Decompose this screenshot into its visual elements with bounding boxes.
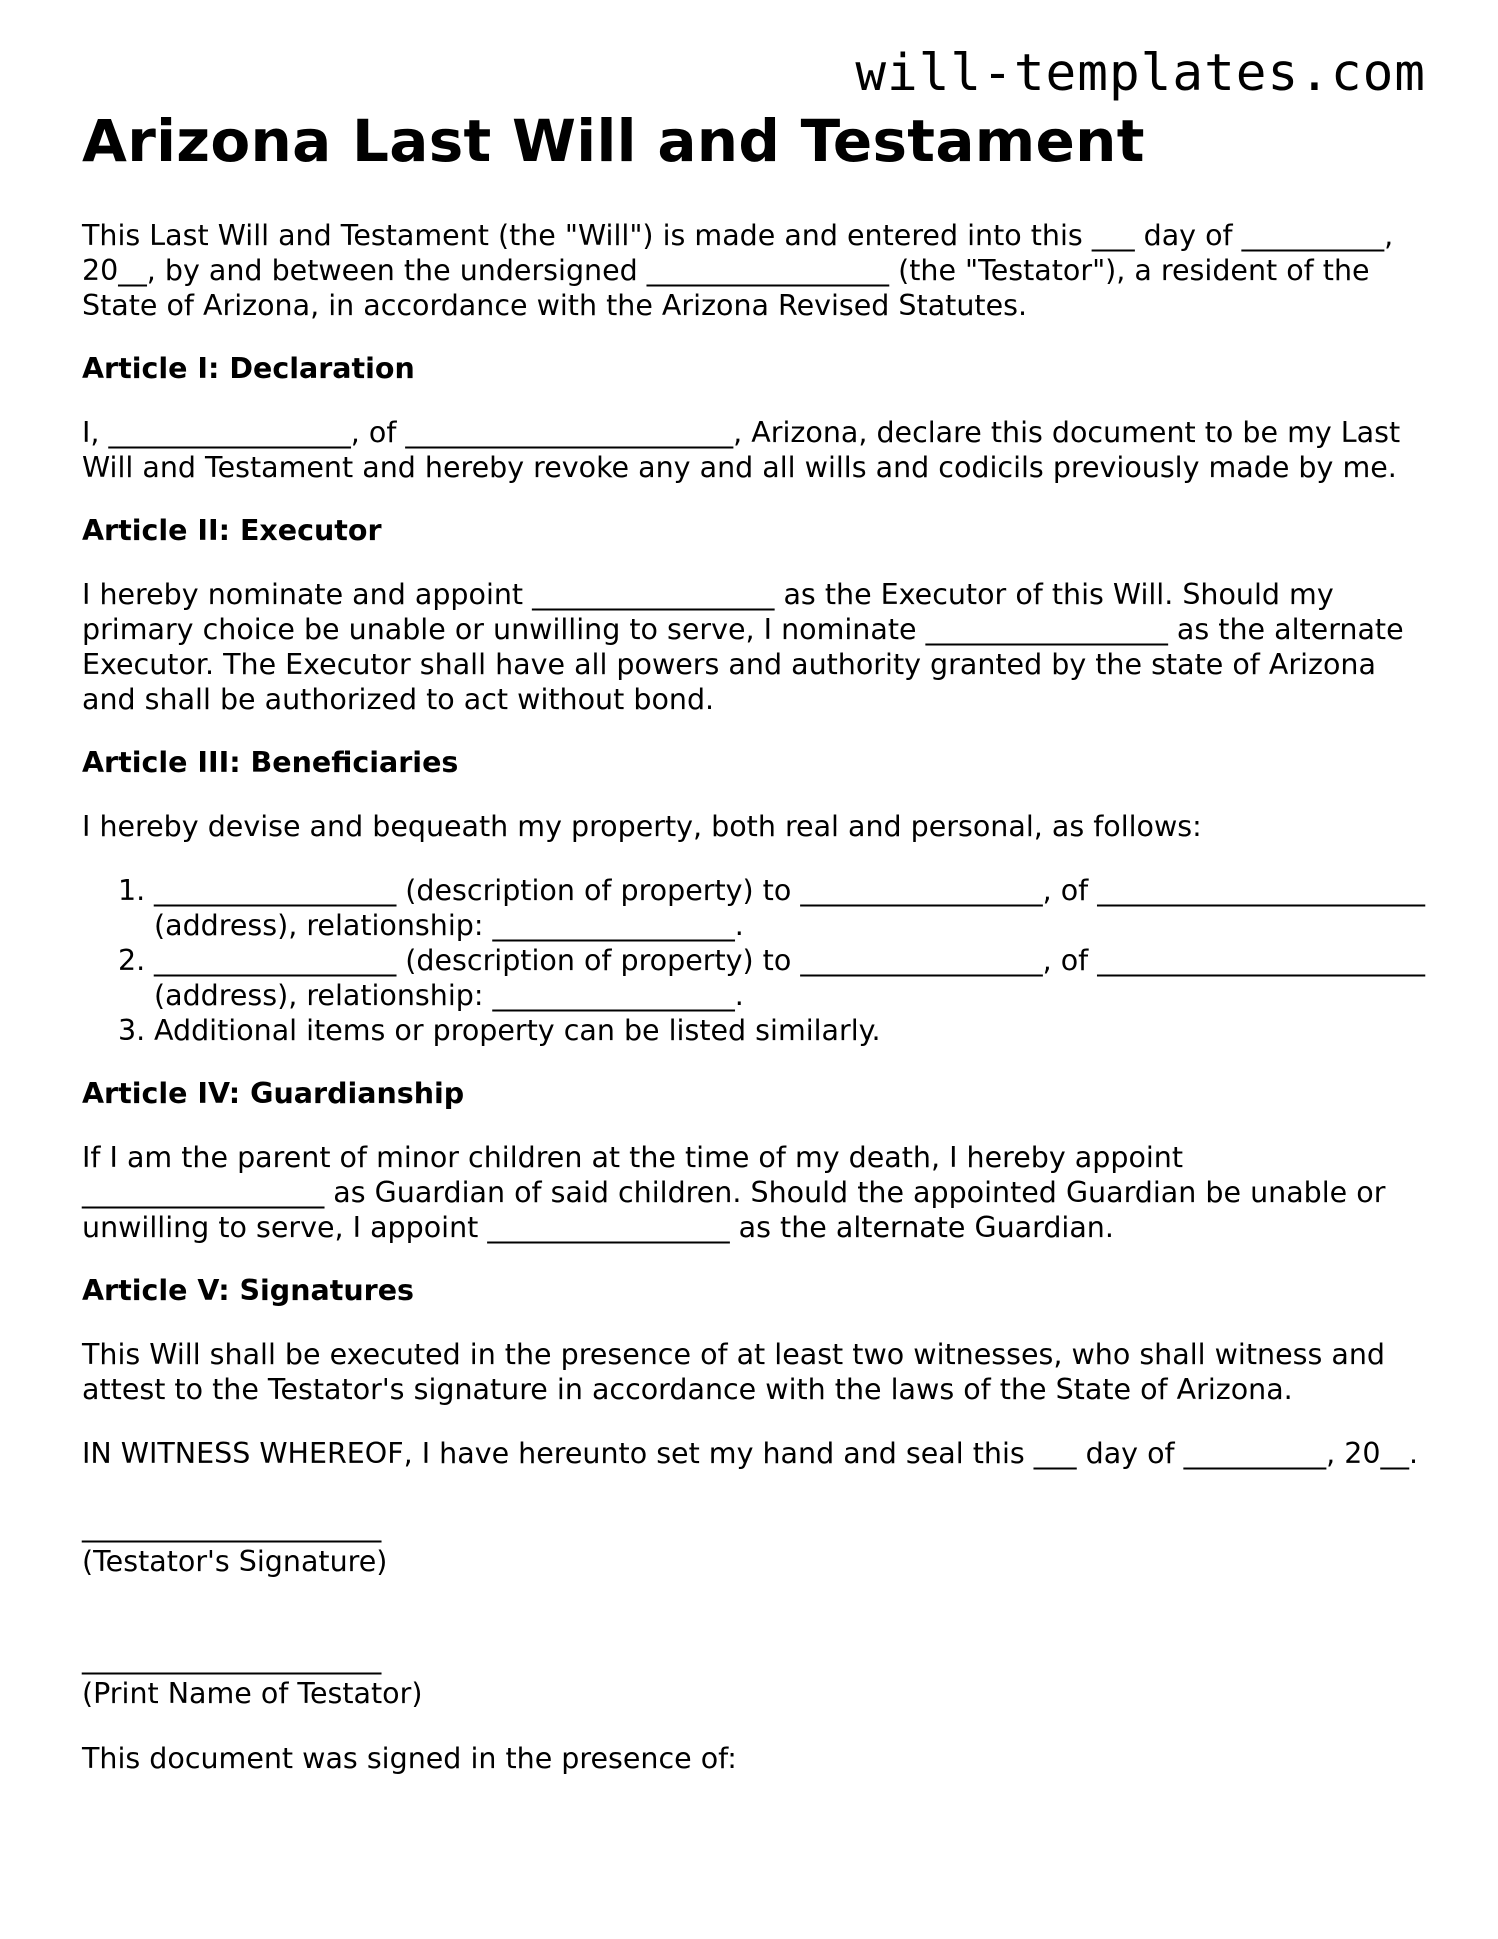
witness-whereof-paragraph: IN WITNESS WHEREOF, I have hereunto set my hand and seal this ___ day of __________, 20__. xyxy=(82,1437,1419,1470)
article-heading: Article V: Signatures xyxy=(82,1274,414,1307)
article-body: I, _________________, of _______________________, Arizona, declare this document to be my Last Will and Testament and hereby revoke any and all wills and codicils previously made by me. xyxy=(82,416,1401,484)
list-item xyxy=(82,1013,1432,1048)
watermark-text: will-templates.com xyxy=(855,44,1426,103)
list-item xyxy=(82,873,1432,943)
article-beneficiaries xyxy=(82,745,1432,1048)
beneficiary-list xyxy=(82,873,1432,1048)
list-item-number: 3. xyxy=(118,1014,146,1047)
testator-signature-block xyxy=(82,1509,1432,1579)
print-name-label: (Print Name of Testator) xyxy=(82,1677,423,1710)
article-body: If I am the parent of minor children at the time of my death, I hereby appoint _________________ as Guardian of said children. Should the appointed Guardian be unable or unwilling to serve, I appoint _________________ as the alternate Guardian. xyxy=(82,1141,1386,1244)
will-document xyxy=(82,106,1432,1776)
article-body: This Will shall be executed in the presence of at least two witnesses, who shall witness and attest to the Testator's signature in accordance with the laws of the State of Arizona. xyxy=(82,1338,1385,1406)
signature-line[interactable]: _____________________ xyxy=(82,1510,382,1543)
article-heading: Article II: Executor xyxy=(82,514,382,547)
article-guardianship xyxy=(82,1076,1432,1245)
article-heading: Article IV: Guardianship xyxy=(82,1077,465,1110)
list-item-text: _________________ (description of property) to _________________, of _______________________ (address), relationship: _________________. xyxy=(154,944,1425,1012)
article-declaration xyxy=(82,351,1432,485)
article-heading: Article III: Beneficiaries xyxy=(82,746,459,779)
intro-paragraph: This Last Will and Testament (the "Will") is made and entered into this ___ day of __________, 20__, by and between the undersigned _________________ (the "Testator"), a resident of the State of Arizona, in accordance with the Arizona Revised Statutes. xyxy=(82,219,1394,322)
article-body: I hereby devise and bequeath my property, both real and personal, as follows: xyxy=(82,810,1202,843)
document-title: Arizona Last Will and Testament xyxy=(82,107,1145,175)
signature-label: (Testator's Signature) xyxy=(82,1545,388,1578)
presence-statement: This document was signed in the presence of: xyxy=(82,1742,737,1775)
article-signatures xyxy=(82,1273,1432,1471)
list-item-number: 1. xyxy=(118,874,146,907)
article-heading: Article I: Declaration xyxy=(82,352,415,385)
print-name-block xyxy=(82,1641,1432,1711)
list-item-text: Additional items or property can be listed similarly. xyxy=(154,1014,881,1047)
article-executor xyxy=(82,513,1432,717)
print-name-line[interactable]: _____________________ xyxy=(82,1642,382,1675)
list-item-number: 2. xyxy=(118,944,146,977)
article-body: I hereby nominate and appoint _________________ as the Executor of this Will. Should my primary choice be unable or unwilling to serve, I nominate _________________ as the alternate Executor. The Executor shall have all powers and authority granted by the state of Arizona and shall be authorized to act without bond. xyxy=(82,578,1404,716)
list-item xyxy=(82,943,1432,1013)
list-item-text: _________________ (description of property) to _________________, of _______________________ (address), relationship: _________________. xyxy=(154,874,1425,942)
